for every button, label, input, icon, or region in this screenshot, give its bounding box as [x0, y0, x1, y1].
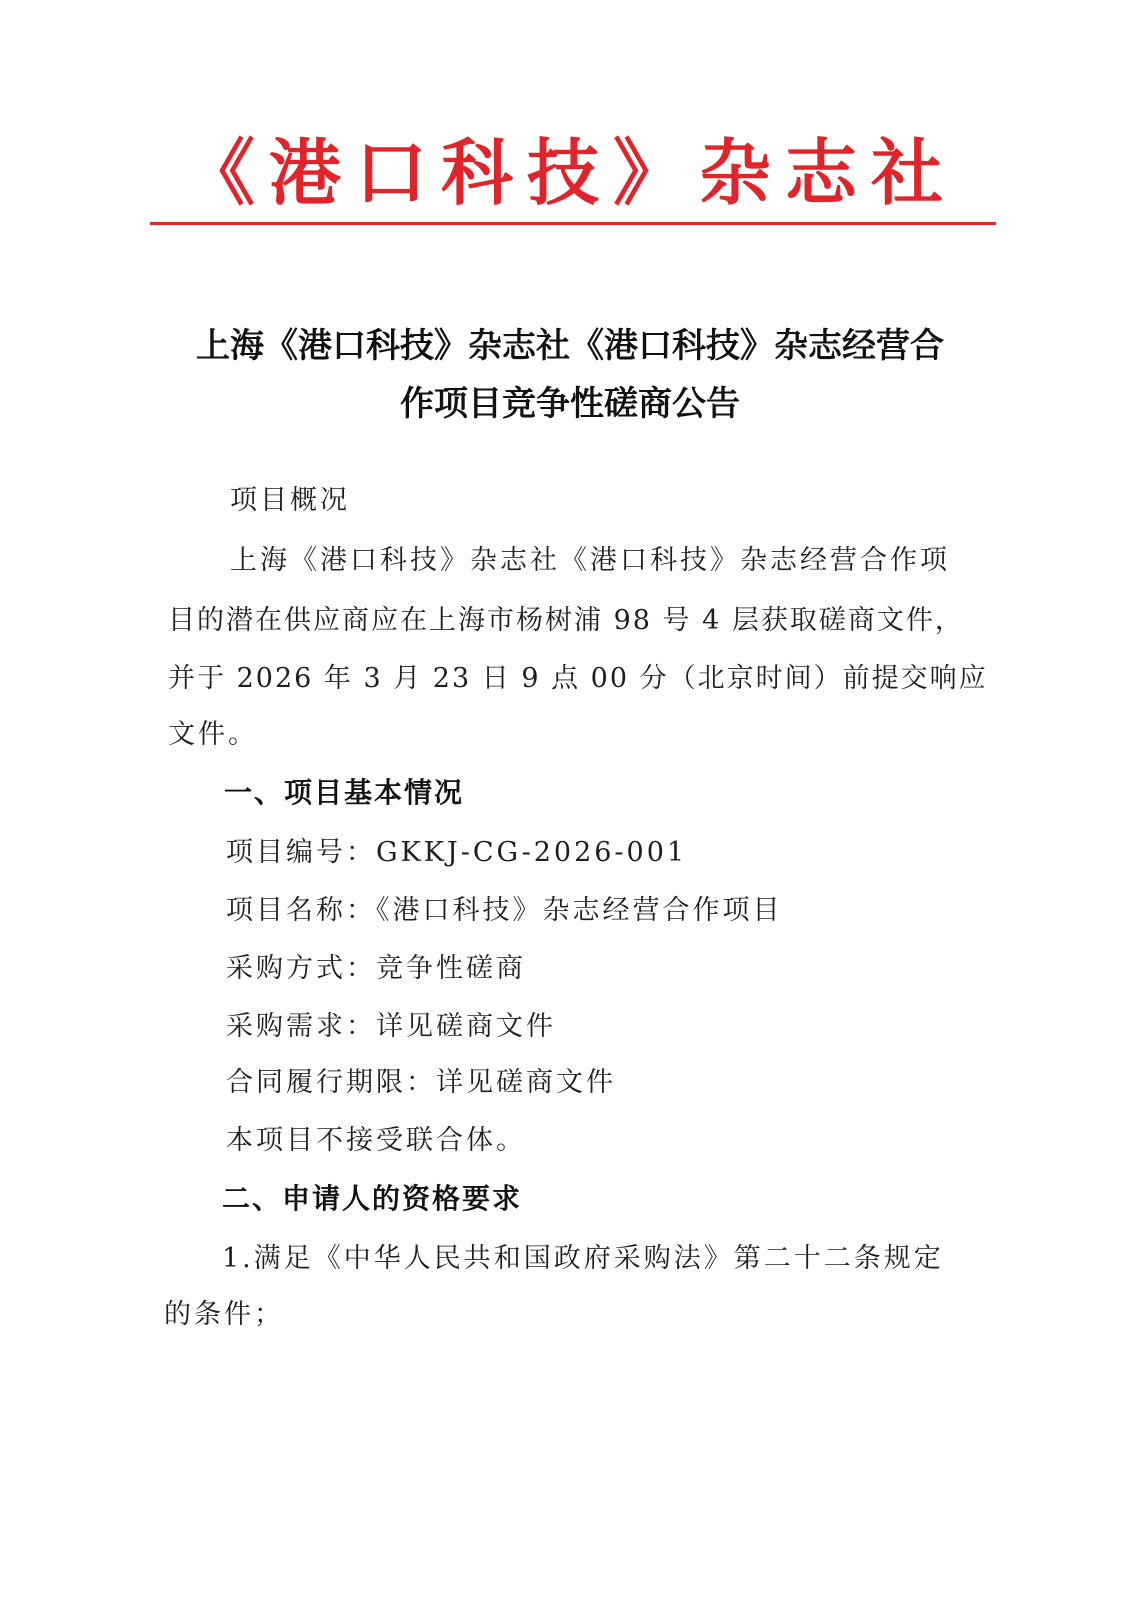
qualification-item-1-line-2: 的条件；: [164, 1299, 284, 1330]
qualification-item-1-line-1: 1.满足《中华人民共和国政府采购法》第二十二条规定: [222, 1243, 944, 1274]
project-name: 项目名称：《港口科技》杂志经营合作项目: [226, 895, 783, 926]
masthead-title: 《港口科技》杂志社: [182, 130, 957, 215]
overview-line-2: 目的潜在供应商应在上海市杨树浦 98 号 4 层获取磋商文件，: [168, 605, 964, 636]
project-number: 项目编号：GKKJ-CG-2026-001: [226, 837, 688, 868]
document-title-line-2: 作项目竞争性磋商公告: [400, 384, 740, 424]
procurement-requirement: 采购需求：详见磋商文件: [226, 1011, 556, 1042]
overview-line-1: 上海《港口科技》杂志社《港口科技》杂志经营合作项: [230, 545, 950, 576]
overview-line-4: 文件。: [168, 719, 258, 750]
section-1-heading: 一、项目基本情况: [224, 776, 465, 809]
overview-line-3: 并于 2026 年 3 月 23 日 9 点 00 分（北京时间）前提交响应: [168, 663, 988, 694]
contract-period: 合同履行期限：详见磋商文件: [226, 1067, 616, 1098]
section-2-heading: 二、申请人的资格要求: [222, 1182, 523, 1215]
consortium-note: 本项目不接受联合体。: [226, 1125, 526, 1156]
overview-heading: 项目概况: [230, 485, 350, 516]
masthead-red-rule: [150, 222, 996, 225]
document-title-line-1: 上海《港口科技》杂志社《港口科技》杂志经营合: [196, 326, 944, 366]
procurement-method: 采购方式：竞争性磋商: [226, 953, 526, 984]
